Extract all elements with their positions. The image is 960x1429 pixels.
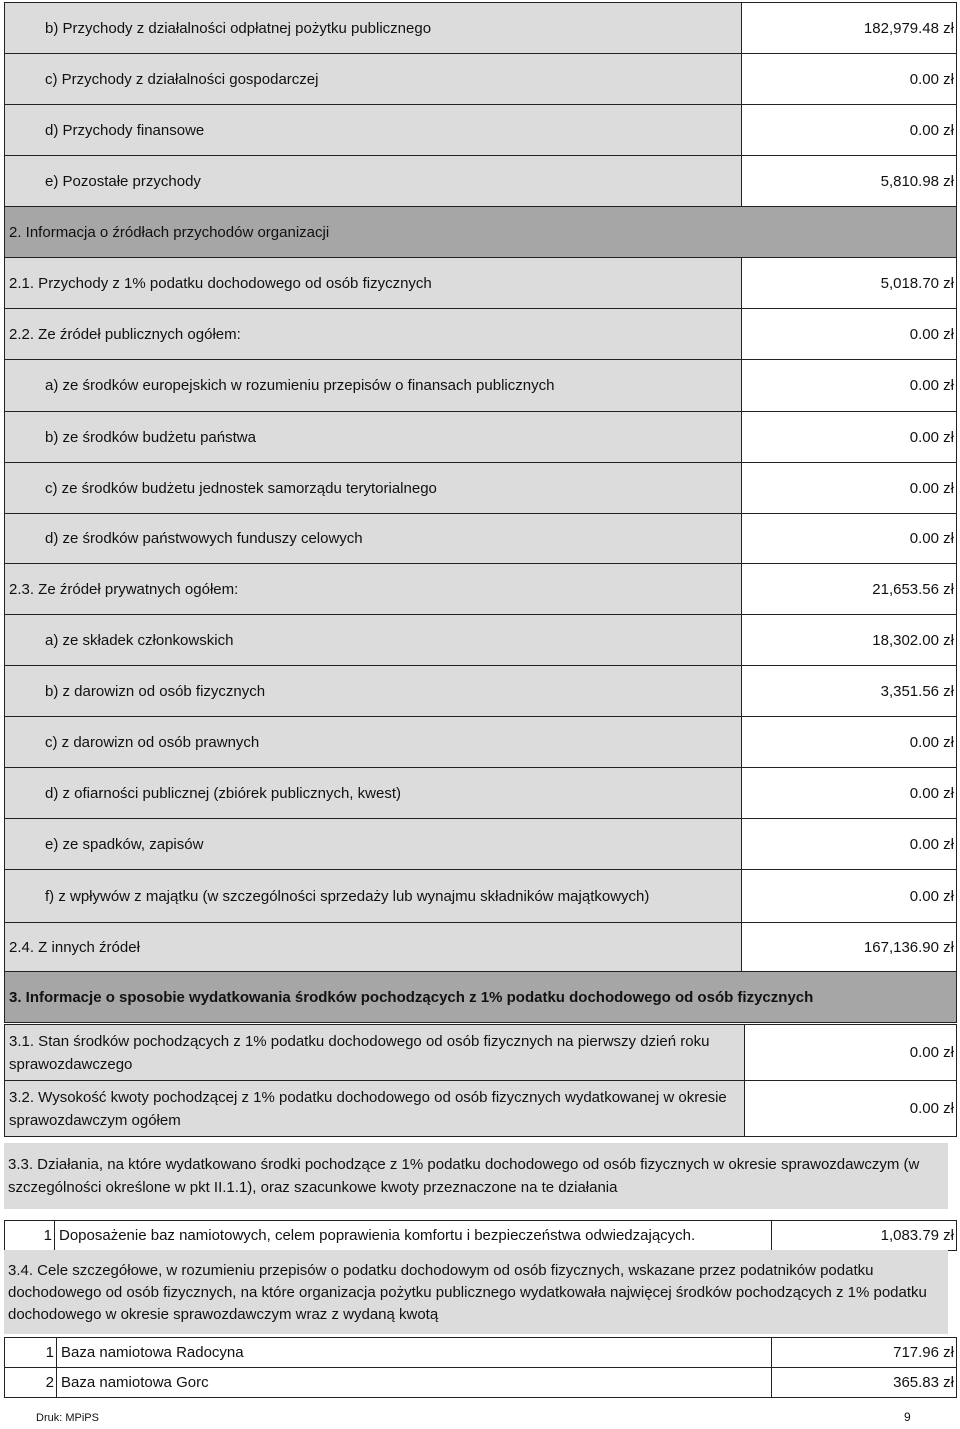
income-row-c: [5, 54, 957, 105]
row-label: 2.1. Przychody z 1% podatku dochodowego od osób fizycznych: [5, 258, 742, 309]
row-value: 0.00 zł: [742, 54, 957, 105]
action-value: 1,083.79 zł: [772, 1221, 957, 1251]
actions-table: [4, 1220, 957, 1251]
footer-print-label: Druk: MPiPS: [36, 1412, 99, 1424]
action-row: [5, 1221, 957, 1251]
row-3-2: [5, 1081, 957, 1137]
row-value: 0.00 zł: [742, 105, 957, 156]
row-label: 2.2. Ze źródeł publicznych ogółem:: [5, 309, 742, 360]
row-label: 3.2. Wysokość kwoty pochodzącej z 1% podatku dochodowego od osób fizycznych wydatkowanej w okresie sprawozdawczym ogółem: [5, 1081, 745, 1137]
row-value: 5,810.98 zł: [742, 156, 957, 207]
row-3-4-heading: 3.4. Cele szczegółowe, w rozumieniu przepisów o podatku dochodowym od osób fizycznych, wskazane przez podatników podatku dochodowego od osób fizycznych, na które organizacja pożytku publicznego wydatkowała najwięcej środków pochodzących z 1% podatku dochodowego w okresie sprawozdawczym wraz z wydaną kwotą: [4, 1250, 948, 1334]
row-2-3-c: [5, 717, 957, 768]
row-label: e) ze spadków, zapisów: [5, 819, 742, 870]
row-value: 0.00 zł: [742, 768, 957, 819]
goal-number: 1: [5, 1338, 57, 1368]
row-label: c) ze środków budżetu jednostek samorządu terytorialnego: [5, 463, 742, 514]
row-label: 2.3. Ze źródeł prywatnych ogółem:: [5, 564, 742, 615]
row-value: 5,018.70 zł: [742, 258, 957, 309]
row-2-3-e: [5, 819, 957, 870]
goal-label: Baza namiotowa Radocyna: [57, 1338, 772, 1368]
row-2-3-b: [5, 666, 957, 717]
row-value: 18,302.00 zł: [742, 615, 957, 666]
income-row-d: [5, 105, 957, 156]
row-label: a) ze środków europejskich w rozumieniu przepisów o finansach publicznych: [5, 360, 742, 412]
row-label: d) ze środków państwowych funduszy celowych: [5, 514, 742, 564]
section2-header: [5, 207, 957, 258]
action-number: 1: [5, 1221, 55, 1251]
row-2-3-d: [5, 768, 957, 819]
row-value: 0.00 zł: [742, 463, 957, 514]
row-value: 0.00 zł: [742, 717, 957, 768]
row-2-3-f: [5, 870, 957, 923]
row-label: f) z wpływów z majątku (w szczególności sprzedaży lub wynajmu składników majątkowych): [5, 870, 742, 923]
row-3-3-heading: 3.3. Działania, na które wydatkowano środki pochodzące z 1% podatku dochodowego od osób fizycznych w okresie sprawozdawczym (w szczególności określone w pkt II.1.1), oraz szacunkowe kwoty przeznaczone na te działania: [4, 1143, 948, 1209]
row-value: 0.00 zł: [742, 819, 957, 870]
row-2-3-a: [5, 615, 957, 666]
row-value: 0.00 zł: [742, 360, 957, 412]
row-2-1: [5, 258, 957, 309]
goal-row: [5, 1338, 957, 1368]
row-2-4: [5, 923, 957, 972]
row-label: e) Pozostałe przychody: [5, 156, 742, 207]
row-label: d) Przychody finansowe: [5, 105, 742, 156]
row-2-2-d: [5, 514, 957, 564]
row-label: b) z darowizn od osób fizycznych: [5, 666, 742, 717]
row-value: 0.00 zł: [742, 514, 957, 564]
income-row-e: [5, 156, 957, 207]
income-table: [4, 2, 957, 1023]
action-label: Doposażenie baz namiotowych, celem poprawienia komfortu i bezpieczeństwa odwiedzających.: [55, 1221, 772, 1251]
goal-value: 717.96 zł: [772, 1338, 957, 1368]
row-label: c) z darowizn od osób prawnych: [5, 717, 742, 768]
row-value: 3,351.56 zł: [742, 666, 957, 717]
row-2-2: [5, 309, 957, 360]
row-label: 3.1. Stan środków pochodzących z 1% podatku dochodowego od osób fizycznych na pierwszy dzień roku sprawozdawczego: [5, 1025, 745, 1081]
row-2-2-a: [5, 360, 957, 412]
income-row-b: [5, 3, 957, 54]
section3-header: [5, 972, 957, 1023]
row-value: 0.00 zł: [745, 1081, 957, 1137]
section-title: 3. Informacje o sposobie wydatkowania środków pochodzących z 1% podatku dochodowego od osób fizycznych: [5, 972, 957, 1023]
row-value: 0.00 zł: [742, 412, 957, 463]
row-2-3: [5, 564, 957, 615]
section-title: 2. Informacja o źródłach przychodów organizacji: [5, 207, 957, 258]
goal-number: 2: [5, 1368, 57, 1398]
row-label: b) ze środków budżetu państwa: [5, 412, 742, 463]
row-value: 0.00 zł: [742, 309, 957, 360]
page-number: 9: [904, 1410, 911, 1424]
row-value: 21,653.56 zł: [742, 564, 957, 615]
row-label: c) Przychody z działalności gospodarczej: [5, 54, 742, 105]
goals-table: [4, 1337, 957, 1398]
row-value: 0.00 zł: [742, 870, 957, 923]
row-value: 182,979.48 zł: [742, 3, 957, 54]
row-label: d) z ofiarności publicznej (zbiórek publicznych, kwest): [5, 768, 742, 819]
goal-value: 365.83 zł: [772, 1368, 957, 1398]
row-value: 167,136.90 zł: [742, 923, 957, 972]
row-2-2-c: [5, 463, 957, 514]
row-label: 2.4. Z innych źródeł: [5, 923, 742, 972]
spending-summary-table: [4, 1024, 957, 1137]
row-2-2-b: [5, 412, 957, 463]
row-3-1: [5, 1025, 957, 1081]
goal-row: [5, 1368, 957, 1398]
goal-label: Baza namiotowa Gorc: [57, 1368, 772, 1398]
row-label: a) ze składek członkowskich: [5, 615, 742, 666]
row-label: b) Przychody z działalności odpłatnej pożytku publicznego: [5, 3, 742, 54]
row-value: 0.00 zł: [745, 1025, 957, 1081]
